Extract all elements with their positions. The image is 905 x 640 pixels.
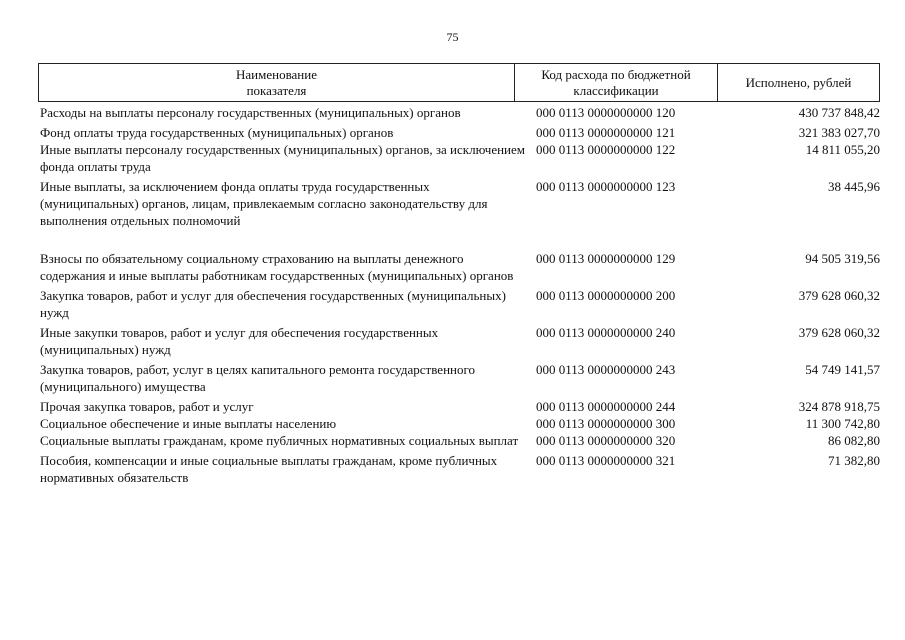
row-code: 000 0113 0000000000 123 — [536, 179, 676, 194]
row-executed: 11 300 742,80 — [805, 416, 880, 431]
table-row — [38, 398, 880, 415]
row-code: 000 0113 0000000000 122 — [536, 142, 676, 157]
table-row — [38, 287, 880, 321]
header-name: Наименование показателя — [39, 64, 515, 101]
row-name: Иные выплаты персоналу государственных (муниципальных) органов, за исключением фонда оплаты труда — [40, 142, 525, 174]
row-name: Социальные выплаты гражданам, кроме публичных нормативных социальных выплат — [40, 433, 519, 448]
table-body — [38, 104, 880, 486]
row-name: Социальное обеспечение и иные выплаты населению — [40, 416, 337, 431]
table-row — [38, 415, 880, 432]
row-name: Фонд оплаты труда государственных (муниципальных) органов — [40, 125, 394, 140]
row-code: 000 0113 0000000000 244 — [536, 399, 676, 414]
row-executed: 14 811 055,20 — [805, 142, 880, 157]
row-name: Закупка товаров, работ, услуг в целях капитального ремонта государственного (муниципального) имущества — [40, 362, 475, 394]
row-name: Закупка товаров, работ и услуг для обеспечения государственных (муниципальных) нужд — [40, 288, 506, 320]
table-row — [38, 104, 880, 121]
table-row — [38, 324, 880, 358]
row-code: 000 0113 0000000000 200 — [536, 288, 676, 303]
row-code: 000 0113 0000000000 321 — [536, 453, 676, 468]
row-name: Взносы по обязательному социальному страхованию на выплаты денежного содержания и иные выплаты работникам государственных (муниципальных) органов — [40, 251, 514, 283]
table-row — [38, 361, 880, 395]
row-executed: 38 445,96 — [828, 179, 880, 194]
row-code: 000 0113 0000000000 121 — [536, 125, 676, 140]
table-row — [38, 250, 880, 284]
row-code: 000 0113 0000000000 120 — [536, 105, 676, 120]
row-name: Иные выплаты, за исключением фонда оплаты труда государственных (муниципальных) органов, лицам, привлекаемым согласно законодательству для выполнения отдельных полномочий — [40, 179, 488, 228]
row-name: Расходы на выплаты персоналу государственных (муниципальных) органов — [40, 105, 461, 120]
row-executed: 379 628 060,32 — [798, 325, 880, 340]
header-code: Код расхода по бюджетной классификации — [515, 64, 718, 101]
row-executed: 94 505 319,56 — [805, 251, 880, 266]
row-code: 000 0113 0000000000 243 — [536, 362, 676, 377]
row-name: Прочая закупка товаров, работ и услуг — [40, 399, 254, 414]
row-executed: 71 382,80 — [828, 453, 880, 468]
table-row — [38, 178, 880, 229]
table-row — [38, 432, 880, 449]
row-code: 000 0113 0000000000 129 — [536, 251, 676, 266]
table-header — [38, 63, 880, 102]
row-name: Пособия, компенсации и иные социальные выплаты гражданам, кроме публичных нормативных обязательств — [40, 453, 498, 485]
table-row — [38, 141, 880, 175]
row-name: Иные закупки товаров, работ и услуг для обеспечения государственных (муниципальных) нужд — [40, 325, 439, 357]
page-number: 75 — [446, 30, 459, 44]
header-executed: Исполнено, рублей — [745, 74, 852, 90]
row-executed: 379 628 060,32 — [798, 288, 880, 303]
table-row — [38, 452, 880, 486]
row-executed: 54 749 141,57 — [805, 362, 880, 377]
table-row — [38, 124, 880, 141]
row-executed: 430 737 848,42 — [798, 105, 880, 120]
row-code: 000 0113 0000000000 240 — [536, 325, 676, 340]
row-code: 000 0113 0000000000 300 — [536, 416, 676, 431]
row-executed: 86 082,80 — [828, 433, 880, 448]
row-executed: 321 383 027,70 — [798, 125, 880, 140]
row-code: 000 0113 0000000000 320 — [536, 433, 676, 448]
row-executed: 324 878 918,75 — [798, 399, 880, 414]
